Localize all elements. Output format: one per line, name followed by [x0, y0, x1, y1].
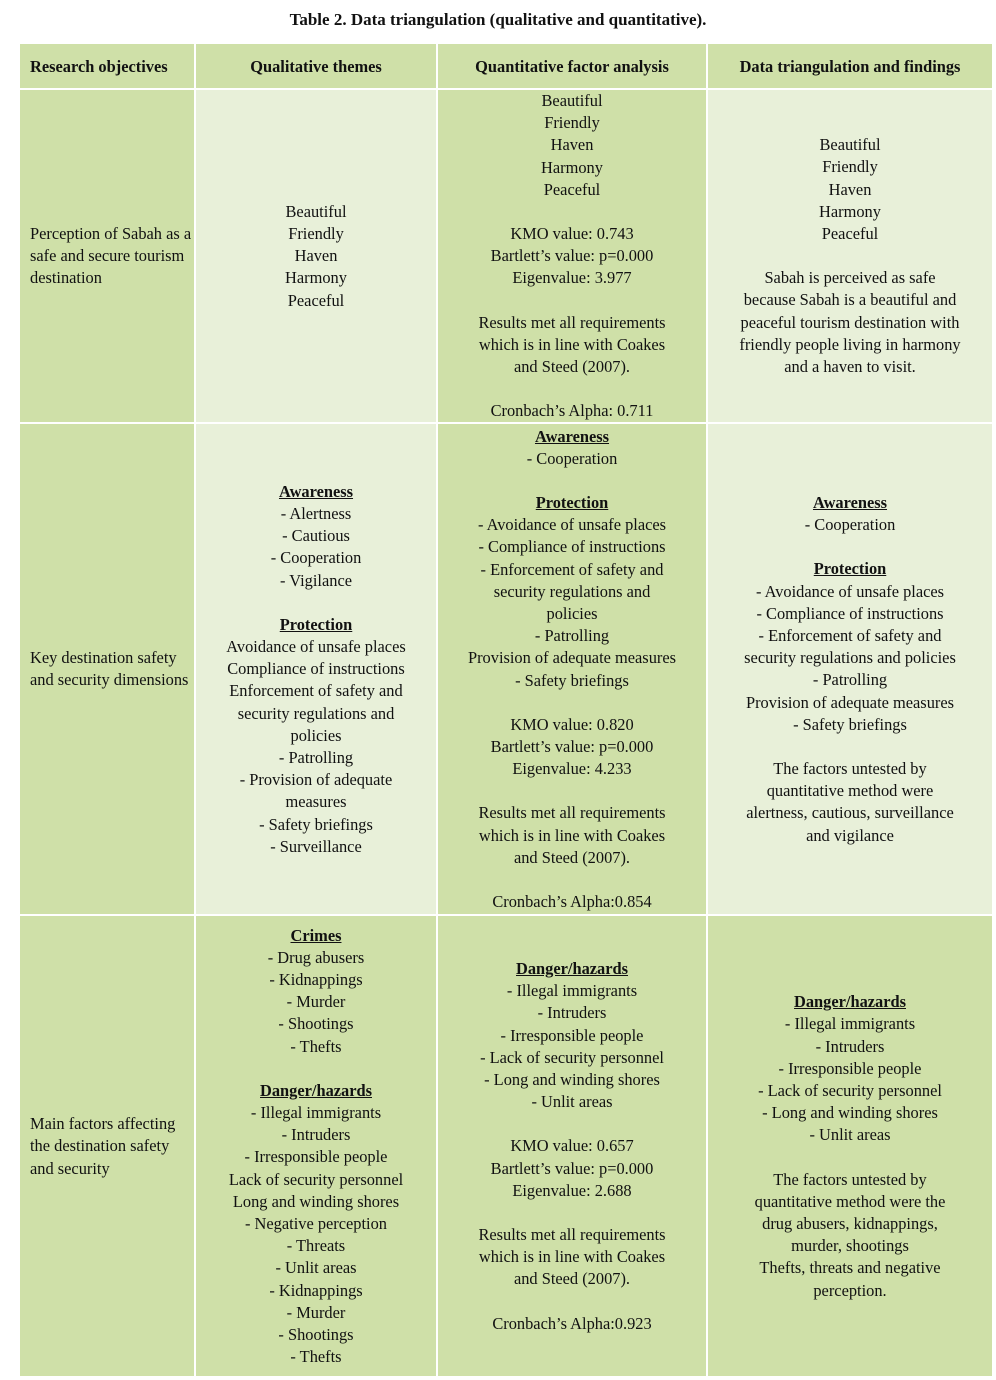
- section-heading: Crimes: [290, 925, 342, 945]
- bullet-item: - Illegal immigrants: [784, 1014, 916, 1034]
- text-line: and a haven to visit.: [784, 357, 916, 377]
- bullet-item: - Lack of security personnel: [480, 1047, 664, 1067]
- text-line: murder, shootings: [791, 1236, 909, 1256]
- text-line: Friendly: [288, 223, 344, 243]
- bullet-item: - Unlit areas: [531, 1092, 613, 1112]
- text-line: peaceful tourism destination with: [740, 312, 960, 332]
- bullet-item: - Enforcement of safety and: [758, 626, 942, 646]
- bullet-item: - Patrolling: [278, 748, 354, 768]
- text-line: Cronbach’s Alpha:0.854: [492, 892, 652, 912]
- text-line: security regulations and: [237, 703, 395, 723]
- bullet-item: - Provision of adequate: [239, 770, 393, 790]
- bullet-item: - Unlit areas: [809, 1125, 891, 1145]
- text-line: policies: [290, 725, 342, 745]
- bullet-item: - Patrolling: [812, 670, 888, 690]
- bullet-item: - Enforcement of safety and: [480, 559, 664, 579]
- bullet-item: - Kidnappings: [269, 969, 363, 989]
- table-row: [19, 915, 993, 1377]
- text-line: Avoidance of unsafe places: [226, 637, 406, 657]
- text-line: because Sabah is a beautiful and: [743, 290, 957, 310]
- spacer: [440, 692, 704, 714]
- text-line: Haven: [828, 179, 872, 199]
- text-line: Long and winding shores: [232, 1191, 400, 1211]
- text-line: which is in line with Coakes: [478, 334, 666, 354]
- text-line: which is in line with Coakes: [478, 825, 666, 845]
- spacer: [440, 290, 704, 312]
- bullet-item: - Murder: [286, 992, 346, 1012]
- text-line: Cronbach’s Alpha: 0.711: [490, 401, 654, 421]
- spacer: [198, 592, 434, 614]
- text-line: Friendly: [822, 157, 878, 177]
- bullet-item: - Murder: [286, 1302, 346, 1322]
- section-heading: Awareness: [278, 481, 354, 501]
- section-heading: Protection: [813, 559, 887, 579]
- header-data-triangulation: Data triangulation and findings: [707, 43, 993, 89]
- bullet-item: - Drug abusers: [267, 947, 365, 967]
- bullet-item: - Intruders: [281, 1125, 351, 1145]
- spacer: [710, 736, 990, 758]
- text-line: alertness, cautious, surveillance: [746, 803, 954, 823]
- triangulation-cell: [707, 423, 993, 915]
- text-line: Harmony: [285, 268, 347, 288]
- objective-cell: Main factors affecting the destination safety and security: [19, 915, 195, 1377]
- table-caption: Table 2. Data triangulation (qualitative and quantitative).: [289, 10, 707, 29]
- bullet-item: - Intruders: [815, 1036, 885, 1056]
- bullet-item: - Shootings: [278, 1324, 354, 1344]
- text-line: Enforcement of safety and: [229, 681, 403, 701]
- bullet-item: - Long and winding shores: [762, 1103, 938, 1123]
- text-line: quantitative method were: [766, 781, 934, 801]
- bullet-item: - Cooperation: [804, 515, 896, 535]
- text-line: security regulations and: [493, 581, 651, 601]
- text-line: Peaceful: [287, 290, 345, 310]
- bullet-item: - Patrolling: [534, 626, 610, 646]
- qualitative-cell: [195, 89, 437, 423]
- qualitative-cell: [195, 915, 437, 1377]
- quantitative-cell: [437, 915, 707, 1377]
- header-row: [19, 43, 993, 89]
- section-heading: Danger/hazards: [260, 1080, 372, 1100]
- spacer: [440, 780, 704, 802]
- text-line: Bartlett’s value: p=0.000: [490, 1158, 654, 1178]
- text-line: which is in line with Coakes: [478, 1247, 666, 1267]
- bullet-item: - Thefts: [290, 1347, 342, 1367]
- spacer: [198, 1058, 434, 1080]
- bullet-item: - Kidnappings: [269, 1280, 363, 1300]
- text-line: Provision of adequate measures: [745, 692, 954, 712]
- qualitative-cell: [195, 423, 437, 915]
- section-heading: Danger/hazards: [794, 992, 906, 1012]
- bullet-item: - Unlit areas: [275, 1258, 357, 1278]
- bullet-item: - Long and winding shores: [484, 1070, 660, 1090]
- text-line: Lack of security personnel: [228, 1169, 404, 1189]
- text-line: Sabah is perceived as safe: [764, 268, 936, 288]
- text-line: Friendly: [544, 113, 600, 133]
- spacer: [710, 245, 990, 267]
- text-line: Beautiful: [541, 91, 603, 110]
- text-line: Harmony: [541, 157, 603, 177]
- text-line: Results met all requirements: [478, 803, 666, 823]
- text-line: Eigenvalue: 4.233: [512, 759, 632, 779]
- text-line: Compliance of instructions: [227, 659, 405, 679]
- text-line: Eigenvalue: 2.688: [512, 1180, 632, 1200]
- text-line: Harmony: [819, 201, 881, 221]
- section-heading: Protection: [279, 614, 353, 634]
- bullet-item: - Compliance of instructions: [756, 603, 944, 623]
- text-line: friendly people living in harmony: [739, 334, 961, 354]
- text-line: Peaceful: [821, 224, 879, 244]
- table-row: [19, 423, 993, 915]
- text-line: Beautiful: [285, 201, 347, 221]
- text-line: and Steed (2007).: [513, 357, 631, 377]
- spacer: [440, 1291, 704, 1313]
- text-line: Bartlett’s value: p=0.000: [490, 737, 654, 757]
- quantitative-cell: [437, 423, 707, 915]
- text-line: Peaceful: [543, 179, 601, 199]
- spacer: [710, 536, 990, 558]
- text-line: KMO value: 0.743: [510, 224, 634, 244]
- triangulation-table: [18, 42, 994, 1378]
- text-line: Results met all requirements: [478, 1225, 666, 1245]
- section-heading: Awareness: [812, 493, 888, 513]
- objective-cell: Perception of Sabah as a safe and secure tourism destination: [19, 89, 195, 423]
- text-line: Thefts, threats and negative: [759, 1258, 941, 1278]
- text-line: and Steed (2007).: [513, 1269, 631, 1289]
- text-line: and Steed (2007).: [513, 847, 631, 867]
- header-research-objectives: Research objectives: [19, 43, 195, 89]
- bullet-item: - Threats: [286, 1236, 346, 1256]
- text-line: perception.: [813, 1280, 887, 1300]
- spacer: [440, 1113, 704, 1135]
- text-line: Bartlett’s value: p=0.000: [490, 246, 654, 266]
- header-quantitative-factor-analysis: Quantitative factor analysis: [437, 43, 707, 89]
- text-line: Eigenvalue: 3.977: [512, 268, 632, 288]
- section-heading: Protection: [535, 493, 609, 513]
- bullet-item: - Cautious: [282, 526, 350, 546]
- text-line: The factors untested by: [773, 1169, 927, 1189]
- text-line: KMO value: 0.657: [510, 1136, 634, 1156]
- spacer: [440, 869, 704, 891]
- bullet-item: - Irresponsible people: [244, 1147, 388, 1167]
- triangulation-cell: [707, 915, 993, 1377]
- text-line: Provision of adequate measures: [467, 648, 676, 668]
- bullet-item: - Vigilance: [280, 570, 352, 590]
- bullet-item: - Thefts: [290, 1036, 342, 1056]
- text-line: Results met all requirements: [478, 312, 666, 332]
- text-line: Haven: [294, 246, 338, 266]
- section-heading: Awareness: [534, 426, 610, 446]
- spacer: [440, 470, 704, 492]
- bullet-item: - Avoidance of unsafe places: [755, 581, 945, 601]
- text-line: measures: [285, 792, 347, 812]
- spacer: [440, 378, 704, 400]
- bullet-item: - Compliance of instructions: [478, 537, 666, 557]
- bullet-item: - Negative perception: [245, 1213, 387, 1233]
- text-line: Cronbach’s Alpha:0.923: [492, 1313, 652, 1333]
- bullet-item: - Surveillance: [270, 836, 362, 856]
- bullet-item: - Safety briefings: [259, 814, 373, 834]
- triangulation-cell: [707, 89, 993, 423]
- text-line: security regulations and policies: [744, 648, 956, 668]
- text-line: Haven: [550, 135, 594, 155]
- bullet-item: - Avoidance of unsafe places: [477, 515, 667, 535]
- text-line: The factors untested by: [773, 759, 927, 779]
- quantitative-cell: [437, 89, 707, 423]
- bullet-item: - Safety briefings: [793, 714, 907, 734]
- text-line: policies: [546, 604, 598, 624]
- section-heading: Danger/hazards: [516, 959, 628, 979]
- bullet-item: - Cooperation: [270, 548, 362, 568]
- spacer: [440, 201, 704, 223]
- table-row: [19, 89, 993, 423]
- bullet-item: - Intruders: [537, 1003, 607, 1023]
- objective-cell: Key destination safety and security dimensions: [19, 423, 195, 915]
- bullet-item: - Irresponsible people: [500, 1025, 644, 1045]
- text-line: quantitative method were the: [754, 1191, 946, 1211]
- bullet-item: - Cooperation: [526, 448, 618, 468]
- text-line: Beautiful: [819, 135, 881, 155]
- bullet-item: - Safety briefings: [515, 670, 629, 690]
- text-line: and vigilance: [806, 825, 894, 845]
- bullet-item: - Illegal immigrants: [506, 981, 638, 1001]
- bullet-item: - Irresponsible people: [778, 1058, 922, 1078]
- bullet-item: - Shootings: [278, 1014, 354, 1034]
- spacer: [440, 1202, 704, 1224]
- bullet-item: - Illegal immigrants: [250, 1102, 382, 1122]
- text-line: drug abusers, kidnappings,: [762, 1213, 938, 1233]
- spacer: [710, 1147, 990, 1169]
- bullet-item: - Alertness: [280, 504, 352, 524]
- header-qualitative-themes: Qualitative themes: [195, 43, 437, 89]
- bullet-item: - Lack of security personnel: [758, 1080, 942, 1100]
- text-line: KMO value: 0.820: [510, 714, 634, 734]
